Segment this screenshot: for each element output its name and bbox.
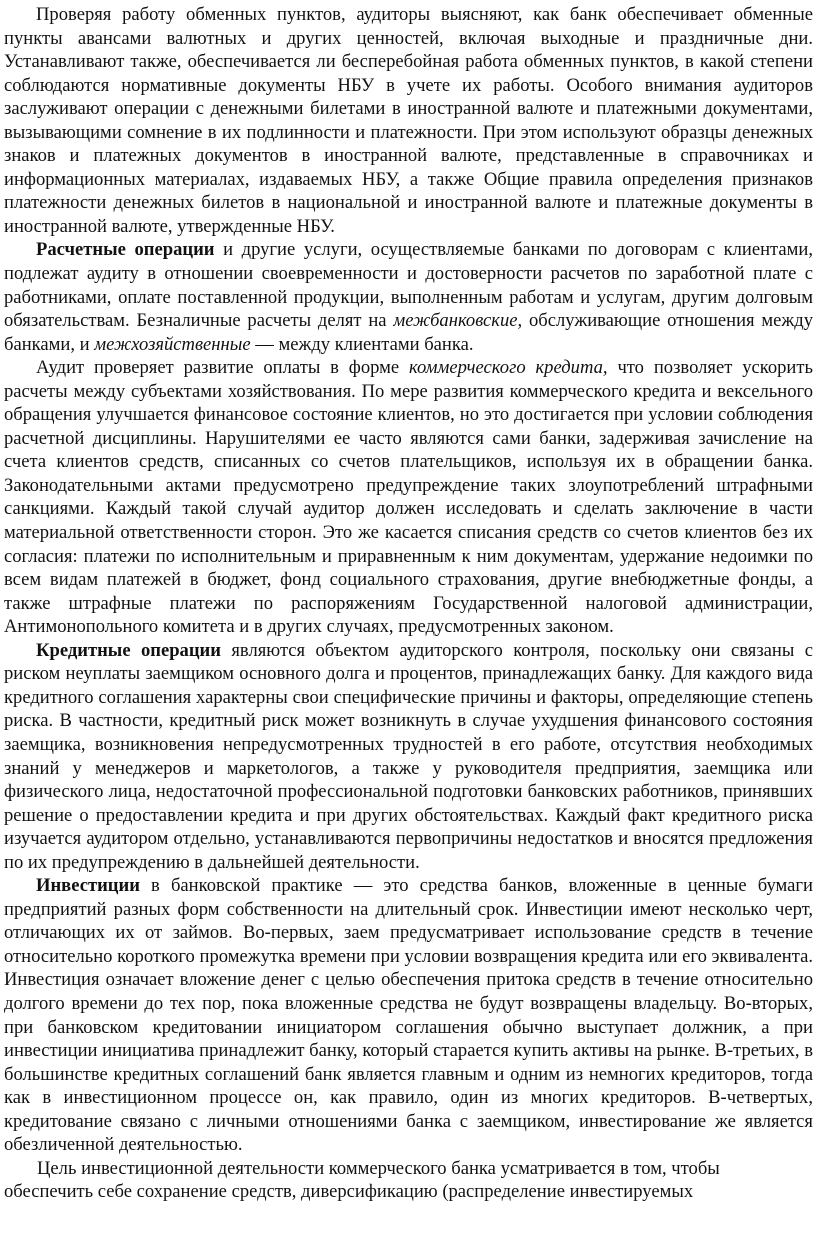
paragraph-text: в банковской практике — это средства банков, вложенные в ценные бумаги предприятий разных форм собственности на длительный срок. Инвестиции имеют несколько черт, отличающих их от займов. Во-первых, заем предусматривает использование средств в течение относительно короткого промежутка времени при условии возвращения кредита или его эквивалента. Инвестиция означает вложение денег с целью обеспечения притока средств в течение относительно долгого времени до тех пор, пока вложенные средства не будут возвращены владельцу. Во-вторых, при банковском кредитовании инициатором соглашения обычно выступает должник, а при инвестиции инициатива принадлежит банку, который старается купить активы на рынке. В-третьих, в большинстве кредитных соглашений банк является главным и одним из немногих кредиторов, тогда как в инвестиционном процессе он, как правило, один из многих кредиторов. В-четвертых, кредитование связано с личными отношениями банка с заемщиком, инвестирование же является обезличенной деятельностью.	[4, 875, 813, 1156]
paragraph-text: являются объектом аудиторского контроля, поскольку они связаны с риском неуплаты заемщиком основного долга и процентов, принадлежащих банку. Для каждого вида кредитного соглашения характерны свои специфические причины и факторы, определяющие степень риска. В частности, кредитный риск может возникнуть в случае ухудшения финансового состояния заемщика, возникновения непредусмотренных трудностей в его работе, отсутствия необходимых знаний у менеджеров и маркетологов, а также у руководителя предприятия, заемщика или физического лица, недостаточной профессиональной подготовки банковских работников, принявших решение о предоставлении кредита и при других обстоятельствах. Каждый факт кредитного риска изучается аудитором отдельно, устанавливаются первопричины недостатков и вносятся предложения по их предупреждению в дальнейшей деятельности.	[4, 639, 813, 873]
paragraph-commercial-credit	[4, 356, 813, 639]
term-credit-operations: Кредитные операции	[36, 639, 221, 661]
paragraph-text: Аудит проверяет развитие оплаты в форме	[36, 357, 410, 379]
paragraph-text: и другие услуги, осуществляемые банками по договорам с клиентами, подлежат аудиту в отношении своевременности и достоверности расчетов по заработной плате с работниками, оплате поставленной продукции, выполненным работам и услугам, другим долговым обязательствам. Безналичные расчеты делят на	[4, 239, 813, 332]
emphasis-commercial-credit: коммерческого кредита,	[409, 357, 608, 379]
paragraph-text: Цель инвестиционной деятельности коммерческого банка усматривается в том, чтобы обеспечить себе сохранение средств, диверсификацию (распределение инвестируемых	[4, 1157, 720, 1203]
paragraph-text: Проверяя работу обменных пунктов, аудиторы выясняют, как банк обеспечивает обменные пункты авансами валютных и других ценностей, включая выходные и праздничные дни. Устанавливают также, обеспечивается ли бесперебойная работа обменных пунктов, в какой степени соблюдаются нормативные документы НБУ в учете их работы. Особого внимания аудиторов заслуживают операции с денежными билетами в иностранной валюте и платежными документами, вызывающими сомнение в их подлинности и платежности. При этом используют образцы денежных знаков и платежных документов в иностранной валюте, представленные в справочниках и информационных материалах, издаваемых НБУ, а также Общие правила определения признаков платежности денежных билетов в национальной и иностранной валюте и платежные документы в иностранной валюте, утвержденные НБУ.	[4, 4, 813, 237]
paragraph-credit-operations	[4, 639, 813, 874]
term-investments: Инвестиции	[36, 875, 140, 897]
paragraph-settlement-operations	[4, 238, 813, 356]
emphasis-interenterprise: межхозяйственные	[94, 333, 251, 355]
term-settlement-operations: Расчетные операции	[36, 239, 215, 261]
paragraph-text: обслуживающие отношения между банками, и	[4, 310, 814, 355]
paragraph-exchange-points	[4, 3, 813, 238]
paragraph-investment-goal	[4, 1157, 813, 1204]
paragraph-text: — между клиентами банка.	[250, 333, 474, 355]
paragraph-investments	[4, 874, 813, 1157]
paragraph-text: что позволяет ускорить расчеты между субъектами хозяйствования. По мере развития коммерческого кредита и вексельного обращения улучшается финансовое состояние клиентов, но это достигается при условии соблюдения расчетной дисциплины. Нарушителями ее часто являются сами банки, задерживая зачисление на счета клиентов средств, списанных со счетов плательщиков, используя их в обращении банка. Законодательными актами предусмотрено предупреждение таких злоупотреблений штрафными санкциями. Каждый такой случай аудитор должен исследовать и сделать заключение в части материальной ответственности сторон. Это же касается списания средств со счетов клиентов без их согласия: платежи по исполнительным и приравненным к ним документам, удержание недоимки по всем видам платежей в бюджет, фонд социального страхования, другие внебюджетные фонды, а также штрафные платежи по распоряжениям Государственной налоговой администрации, Антимонопольного комитета и в других случаях, предусмотренных законом.	[4, 357, 813, 638]
emphasis-interbank: межбанковские,	[393, 310, 523, 332]
